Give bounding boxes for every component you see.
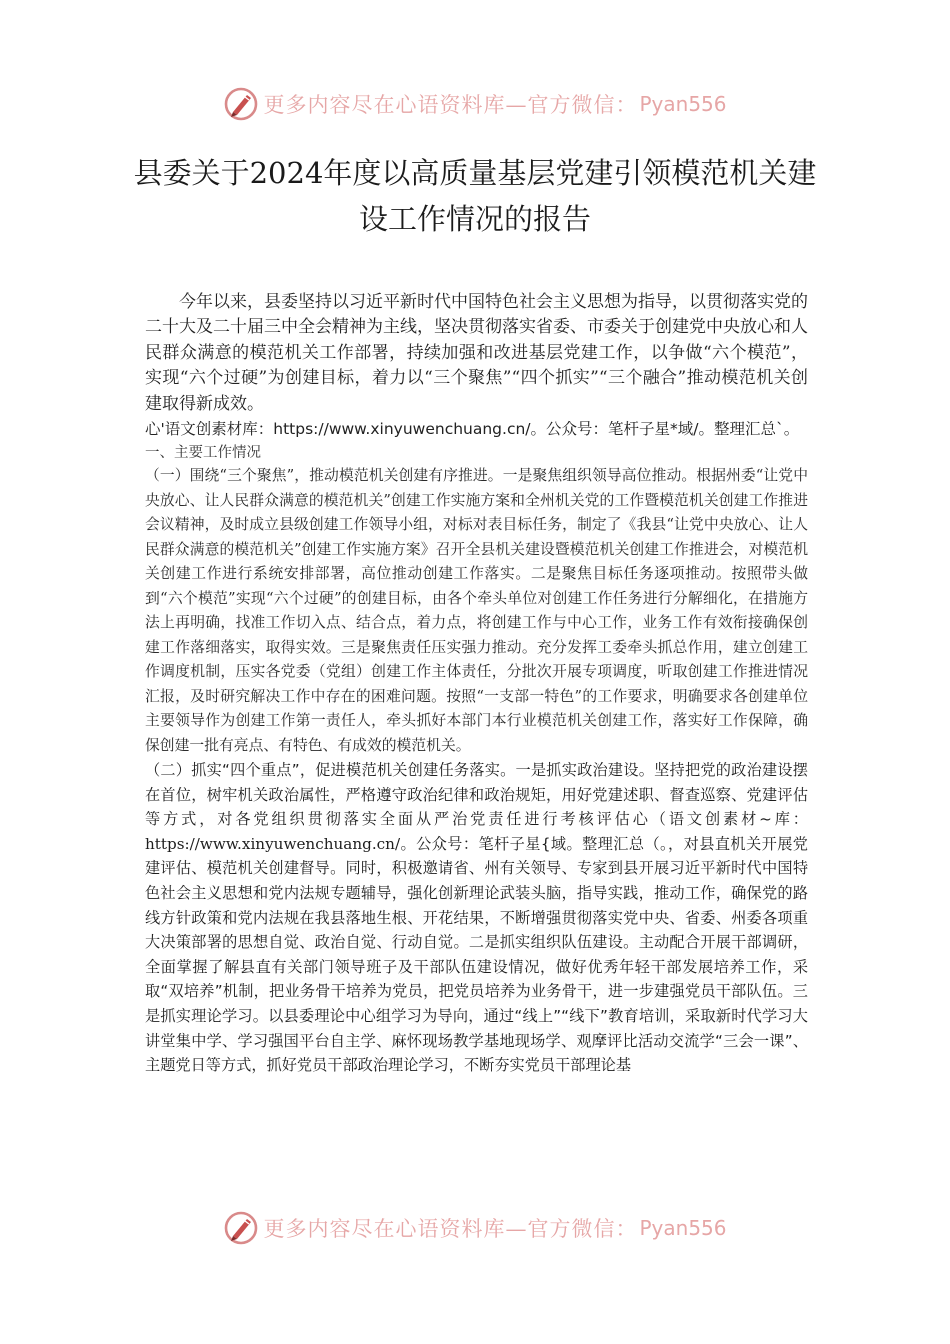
header-watermark bbox=[0, 82, 950, 126]
watermark-text: 更多内容尽在心语资料库—官方微信： bbox=[263, 1217, 638, 1241]
pen-logo-icon bbox=[223, 1210, 259, 1246]
section-2-url: https://www.xinyuwenchuang.cn/ bbox=[145, 834, 401, 853]
pen-logo-icon bbox=[223, 86, 259, 122]
section-1-paragraph: （一）围绕“三个聚焦”，推动模范机关创建有序推进。一是聚焦组织领导高位推动。根据州委“让党中央放心、让人民群众满意的模范机关”创建工作实施方案和全州机关党的工作暨模范机关创建工作推进会议精神，及时成立县级创建工作领导小组，对标对表目标任务，制定了《我县“让党中央放心、让人民群众满意的模范机关”创建工作实施方案》召开全县机关建设暨模范机关创建工作推进会，对模范机关创建工作进行系统安排部署，高位推动创建工作落实。二是聚焦目标任务逐项推动。按照带头做到“六个模范”实现“六个过硬”的创建目标，由各个牵头单位对创建工作任务进行分解细化，在措施方法上再明确，找准工作切入点、结合点，着力点，将创建工作与中心工作，业务工作有效衔接确保创建工作落细落实，取得实效。三是聚焦责任压实强力推动。充分发挥工委牵头抓总作用，建立创建工作调度机制，压实各党委（党组）创建工作主体责任，分批次开展专项调度，听取创建工作推进情况汇报，及时研究解决工作中存在的困难问题。按照“一支部一特色”的工作要求，明确要求各创建单位主要领导作为创建工作第一责任人，牵头抓好本部门本行业模范机关创建工作，落实好工作保障，确保创建一批有亮点、有特色、有成效的模范机关。 bbox=[145, 467, 808, 754]
intro-paragraph bbox=[145, 290, 808, 417]
section-2-text: （二）抓实“四个重点”，促进模范机关创建任务落实。一是抓实政治建设。坚持把党的政治建设摆在首位，树牢机关政治属性，严格遵守政治纪律和政治规矩，用好党建述职、督查巡察、党建评估等方式，对各党组织贯彻落实全面从严治党责任进行考核评估心（语文创素材~库： bbox=[145, 761, 808, 829]
watermark-wechat-id: Pyan556 bbox=[639, 92, 727, 116]
watermark-wechat-id: Pyan556 bbox=[639, 1216, 727, 1240]
document-body bbox=[145, 290, 808, 1078]
intro-lead-2: 持续加强和改进基层党建工作， bbox=[406, 342, 651, 363]
section-2-text-continued: 。公众号：笔杆子星{域。整理汇总（。，对县直机关开展党建评估、模范机关创建督导。同时，积极邀请省、州有关领导、专家到县开展习近平新时代中国特色社会主义思想和党内法规专题辅导，强化创新理论武装头脑，指导实践，推动工作，确保党的路线方针政策和党内法规在我县落地生根、开花结果，不断增强贯彻落实党中央、省委、州委各项重大决策部署的思想自觉、政治自觉、行动自觉。二是抓实组织队伍建设。主动配合开展干部调研，全面掌握了解县直有关部门领导班子及干部队伍建设情况，做好优秀年轻干部发展培养工作，采取“双培养”机制，把业务骨干培养为党员，把党员培养为业务骨干，进一步建强党员干部队伍。三是抓实理论学习。以县委理论中心组学习为导向，通过“线上”“线下”教育培训，采取新时代学习大讲堂集中学、学习强国平台自主学、麻怀现场教学基地现场学、观摩评比活动交流学“三会一课”、主题党日等方式，抓好党员干部政治理论学习，不断夯实党员干部理论基 bbox=[145, 834, 808, 1075]
intro-lead: 今年以来，县委 bbox=[179, 292, 298, 312]
source-note: 心'语文创素材库：https://www.xinyuwenchuang.cn/。公众号：笔杆子星*域/。整理汇总`。 bbox=[145, 420, 800, 439]
section-2-paragraph bbox=[145, 758, 808, 1078]
intro-body-2: 以争做“六个模范”，实现“六个过硬”为创建目标，着力以“三个聚焦”“四个抓实”“三个融合”推动模范机关创建取得新成效。 bbox=[145, 342, 809, 414]
intro-body: 坚持以习近平新时代中国特色社会主义思想为指导，以贯彻落实党的二十大及二十届三中全会精神为主线，坚决贯彻落实省委、市委关于创建党中央放心和人民群众满意的模范机关工作部署， bbox=[145, 292, 808, 363]
document-title: 县委关于2024年度以高质量基层党建引领模范机关建设工作情况的报告 bbox=[133, 156, 817, 236]
footer-watermark bbox=[0, 1206, 950, 1250]
watermark-text: 更多内容尽在心语资料库—官方微信： bbox=[263, 93, 638, 117]
section-heading: 一、主要工作情况 bbox=[145, 445, 261, 462]
